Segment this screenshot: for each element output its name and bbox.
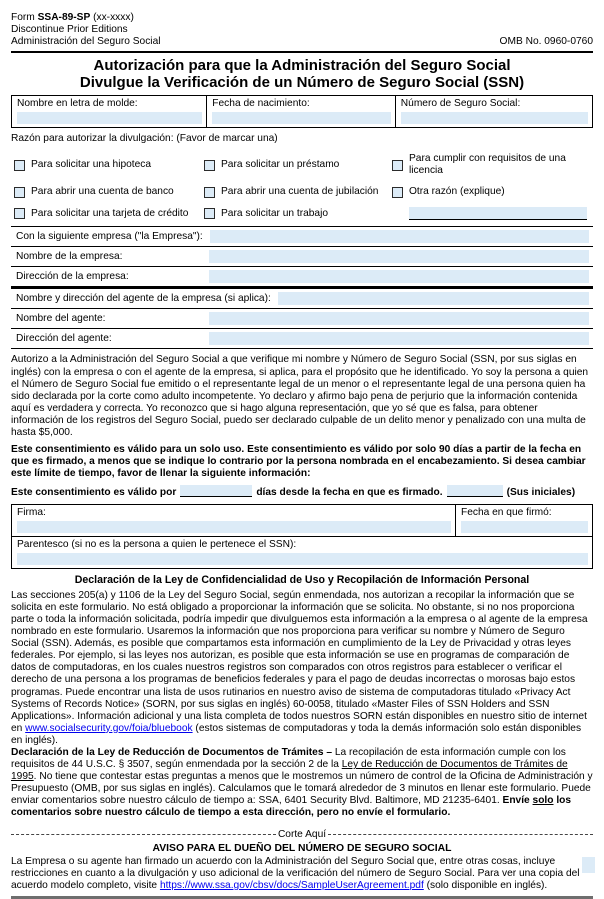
signature-row bbox=[11, 504, 593, 537]
empresa-input[interactable] bbox=[210, 230, 589, 243]
form-prefix: Form bbox=[11, 12, 38, 23]
fecha-label: Fecha en que firmó: bbox=[461, 506, 552, 518]
parentesco-label: Parentesco (si no es la persona a quien le pertenece el SSN): bbox=[17, 538, 297, 550]
privacy-body bbox=[11, 590, 593, 747]
name-field-cell bbox=[12, 96, 206, 127]
checkbox-licencia[interactable] bbox=[392, 153, 593, 177]
checkbox-label: Para abrir una cuenta de jubilación bbox=[221, 186, 379, 198]
agente-input[interactable] bbox=[278, 292, 589, 305]
identity-fields-row bbox=[11, 95, 593, 128]
omb-number: OMB No. 0960-0760 bbox=[499, 36, 593, 47]
paperwork-solo: solo bbox=[532, 795, 554, 807]
checkbox-otra-razon[interactable] bbox=[392, 186, 593, 198]
paperwork-reduction bbox=[11, 747, 593, 820]
paperwork-text1: La recopilación de esta información cumple con los requisitos de 44 U.S.C. § 3507, según enmendada por la sección 2 de la bbox=[11, 747, 566, 771]
consent-paragraph: Este consentimiento es válido para un solo uso. Este consentimiento es válido por solo 90 días a partir de la fecha en que es firmado, a menos que se indique lo contrario por la persona nombrada en el encabezamiento. Si desea cambiar este límite de tiempo, favor de llenar la siguiente información: bbox=[11, 444, 586, 480]
agency-line: Administración del Seguro Social bbox=[11, 36, 161, 47]
nombre-agente-row bbox=[11, 309, 593, 329]
checkbox-label: Para cumplir con requisitos de una licencia bbox=[409, 153, 566, 177]
consent-part3: (Sus iniciales) bbox=[506, 487, 576, 499]
days-input[interactable] bbox=[180, 485, 252, 497]
form-id-block bbox=[11, 12, 161, 48]
firma-input[interactable] bbox=[17, 521, 451, 533]
agente-label: Nombre y dirección del agente de la empresa (si aplica): bbox=[16, 292, 271, 304]
nombre-empresa-label: Nombre de la empresa: bbox=[16, 250, 123, 262]
header-rule bbox=[11, 51, 593, 53]
title-line1: Autorización para que la Administración del Seguro Social bbox=[93, 57, 511, 74]
initials-input[interactable] bbox=[447, 485, 503, 497]
checkbox-icon[interactable] bbox=[14, 208, 25, 219]
authorization-paragraph: Autorizo a la Administración del Seguro Social a que verifique mi nombre y Número de Seguro Social (SSN, por sus siglas en inglés) con la empresa o con el agente de la empresa, si aplica, para el propósito que he identificado. Yo soy la persona a quien el Número de Seguro Social fue emitido o el representante legal de un menor o el representante legal de una persona quien ha sido declarada por la corte como adulto incompetente. Yo declaro y afirmo bajo pena de perjurio que la información contenida aquí es verdadera y correcta. Yo reconozco que si hago alguna representación, que yo sé que es falsa, para obtener información de los registros del Seguro Social, puedo ser declarado culpable de un delito menor y penalizado con una multa de hasta $5,000. bbox=[11, 354, 589, 439]
ssn-field-label: Número de Seguro Social: bbox=[400, 98, 521, 109]
checkbox-cuenta-banco[interactable] bbox=[14, 186, 204, 198]
checkbox-icon[interactable] bbox=[204, 160, 215, 171]
paperwork-tail1: Envíe bbox=[502, 795, 533, 807]
consent-duration-line bbox=[11, 485, 593, 499]
checkbox-label: Para solicitar un trabajo bbox=[221, 207, 329, 219]
notice-body bbox=[11, 856, 593, 892]
direccion-empresa-input[interactable] bbox=[209, 270, 589, 283]
reason-section bbox=[11, 133, 593, 220]
dob-field-label: Fecha de nacimiento: bbox=[212, 98, 310, 109]
checkbox-icon[interactable] bbox=[392, 187, 403, 198]
paperwork-act-title: Ley de Reducción de Documentos de Trámites de 1995 bbox=[11, 759, 568, 783]
firma-label: Firma: bbox=[17, 506, 46, 518]
notice-text: La Empresa o su agente han firmado un acuerdo con la Administración del Seguro Social que, entre otras cosas, incluye restricciones en cuanto a la divulgación y uso adicional de la verificación del número de Seguro Social. Para ver una copia del acuerdo modelo completo, visite bbox=[11, 855, 580, 891]
cut-here-label: Corte Aquí bbox=[277, 828, 327, 840]
company-section bbox=[11, 226, 593, 349]
notice-heading: AVISO PARA EL DUEÑO DEL NÚMERO DE SEGURO SOCIAL bbox=[152, 842, 452, 854]
checkbox-prestamo[interactable] bbox=[204, 153, 392, 177]
nombre-agente-input[interactable] bbox=[209, 312, 589, 325]
ssn-owner-notice bbox=[11, 843, 593, 892]
checkbox-icon[interactable] bbox=[204, 208, 215, 219]
checkbox-icon[interactable] bbox=[14, 160, 25, 171]
parentesco-row bbox=[11, 537, 593, 569]
name-input[interactable] bbox=[17, 112, 202, 124]
dob-input[interactable] bbox=[212, 112, 391, 124]
cut-here-line bbox=[11, 829, 593, 841]
notice-text-after: (solo disponible en inglés). bbox=[423, 879, 548, 891]
checkbox-icon[interactable] bbox=[14, 187, 25, 198]
checkbox-label: Otra razón (explique) bbox=[409, 186, 505, 198]
privacy-heading: Declaración de la Ley de Confidencialidad de Uso y Recopilación de Información Personal bbox=[74, 573, 530, 586]
privacy-text-after: (estos sistemas de computadoras y toda la demás información solo están disponibles en inglés). bbox=[11, 722, 582, 746]
form-header bbox=[11, 12, 593, 48]
stray-field-artifact bbox=[582, 857, 595, 873]
cut-dash-right bbox=[328, 834, 593, 835]
checkbox-tarjeta-credito[interactable] bbox=[14, 207, 204, 220]
checkbox-cuenta-jubilacion[interactable] bbox=[204, 186, 392, 198]
checkbox-icon[interactable] bbox=[392, 160, 403, 171]
discontinue-line: Discontinue Prior Editions bbox=[11, 24, 128, 35]
nombre-agente-label: Nombre del agente: bbox=[16, 312, 106, 324]
empresa-label: Con la siguiente empresa ("la Empresa"): bbox=[16, 230, 203, 242]
firma-cell bbox=[12, 505, 456, 536]
direccion-agente-label: Dirección del agente: bbox=[16, 332, 112, 344]
otra-razon-input[interactable] bbox=[409, 207, 587, 220]
checkbox-hipoteca[interactable] bbox=[14, 153, 204, 177]
checkbox-trabajo[interactable] bbox=[204, 207, 392, 220]
checkbox-label: Para abrir una cuenta de banco bbox=[31, 186, 174, 198]
checkbox-label: Para solicitar una hipoteca bbox=[31, 159, 152, 171]
paperwork-heading: Declaración de la Ley de Reducción de Documentos de Trámites – bbox=[11, 747, 335, 758]
consent-part2: días desde la fecha en que es firmado. bbox=[256, 487, 443, 499]
direccion-empresa-label: Dirección de la empresa: bbox=[16, 270, 129, 282]
nombre-empresa-row bbox=[11, 247, 593, 267]
name-field-label: Nombre en letra de molde: bbox=[17, 98, 138, 109]
direccion-agente-input[interactable] bbox=[209, 332, 589, 345]
parentesco-input[interactable] bbox=[17, 553, 588, 565]
empresa-row bbox=[11, 227, 593, 247]
direccion-agente-row bbox=[11, 329, 593, 349]
checkbox-label: Para solicitar una tarjeta de crédito bbox=[31, 207, 189, 219]
form-number: SSA-89-SP bbox=[37, 12, 91, 23]
form-number-line bbox=[11, 12, 161, 24]
agreement-link[interactable]: https://www.ssa.gov/cbsv/docs/SampleUserAgreement.pdf bbox=[159, 879, 424, 891]
consent-part1: Este consentimiento es válido por bbox=[11, 487, 177, 499]
fecha-input[interactable] bbox=[461, 521, 588, 533]
direccion-empresa-row bbox=[11, 267, 593, 287]
checkbox-icon[interactable] bbox=[204, 187, 215, 198]
checkbox-label: Para solicitar un préstamo bbox=[221, 159, 340, 171]
bluebook-link[interactable]: www.socialsecurity.gov/foia/bluebook bbox=[25, 722, 193, 734]
nombre-empresa-input[interactable] bbox=[209, 250, 589, 263]
dob-field-cell bbox=[206, 96, 395, 127]
privacy-text: Las secciones 205(a) y 1106 de la Ley del Seguro Social, según enmendada, nos autorizan a recopilar la información que se solicita en este formulario. No está obligado a proporcionar la información que se solicita. No obstante, si no nos proporciona parte o toda la información solicitada, podría impedir que divulguemos esta información a la empresa o al agente de la empresa nombrado en este formulario. Usaremos la información que nos proporciona para verificar su nombre y Número de Seguro Social (SSN). Además, es posible que compartamos esta información en cumplimiento de la Ley de Privacidad y otras leyes federales. Por ejemplo, si las leyes nos autorizan, es posible que esta información se use en programas de comparación de datos de computadoras, en los cuales nuestros registros son comparados con otros registros para establecer o verificar el derecho de una persona a los programas de beneficios federales y para el pago de deudas incorrectas o morosas bajo estos programas. Puede encontrar una lista de usos rutinarios en nuestro aviso de sistema de computadoras titulado «Privacy Act Systems of Records Notice» (SORN, por sus siglas en inglés) 60-0058, titulado «Master Files of SSN Holders and SSN Applications». Información adicional y una lista completa de todos nuestros SORN están disponibles en nuestro sitio de internet en bbox=[11, 589, 588, 734]
paperwork-tail2: los comentarios sobre nuestro cálculo de tiempo a esta dirección, pero no envíe el formulario. bbox=[11, 795, 572, 819]
agente-row bbox=[11, 287, 593, 309]
paperwork-text2: . No tiene que contestar estas preguntas a menos que le mostremos un número de control de la Oficina de Administración y Presupuesto (OMB, por sus siglas en inglés). Calculamos que le tomará alrededor de 3 minutos en llenar este formulario. Puede enviar comentarios sobre nuestro cálculo de tiempo a: SSA, 6401 Security Blvd. Baltimore, MD 21235-6401. bbox=[11, 771, 593, 807]
reason-label: Razón para autorizar la divulgación: (Favor de marcar una) bbox=[11, 133, 278, 145]
ssn-field-cell bbox=[395, 96, 592, 127]
fecha-cell bbox=[456, 505, 592, 536]
ssn-input[interactable] bbox=[401, 112, 588, 124]
reason-checkbox-grid bbox=[14, 153, 593, 220]
cut-dash-left bbox=[11, 834, 276, 835]
title-line2: Divulgue la Verificación de un Número de Seguro Social (SSN) bbox=[79, 73, 525, 91]
page-title bbox=[11, 58, 593, 91]
form-suffix: (xx-xxxx) bbox=[90, 12, 134, 23]
